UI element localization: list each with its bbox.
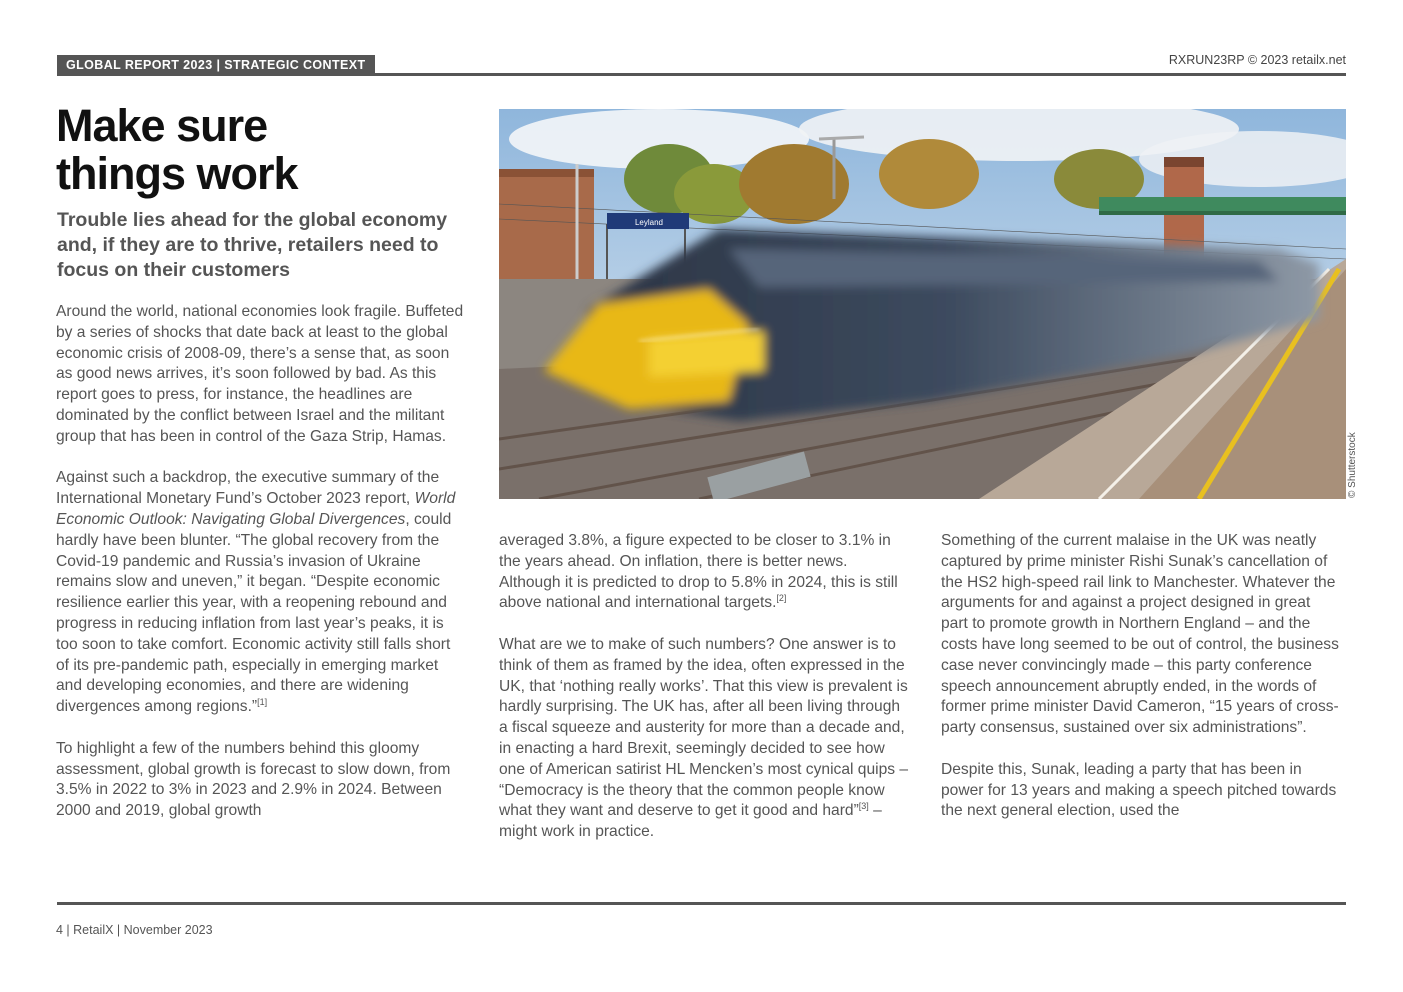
train-photo-illustration — [499, 109, 1346, 499]
paragraph — [56, 468, 464, 718]
title-line-1: Make sure — [56, 100, 268, 151]
body-column-2 — [499, 531, 909, 864]
paragraph: Despite this, Sunak, leading a party that has been in power for 13 years and making a speech pitched towards the next general election, used the — [941, 760, 1337, 820]
document-reference: RXRUN23RP © 2023 retailx.net — [1168, 53, 1346, 67]
paragraph-text: – might work in practice. — [499, 802, 882, 841]
section-tag: GLOBAL REPORT 2023 | STRATEGIC CONTEXT — [57, 55, 375, 74]
paragraph: Around the world, national economies look fragile. Buffeted by a series of shocks that date back at least to the global economic crisis of 2008-09, there’s a sense that, as soon as good news arrives, it’s soon followed by bad. As this report goes to press, for instance, the headlines are dominated by the conflict between Israel and the militant group that has been in control of the Gaza Strip, Hamas. — [56, 303, 464, 445]
article-standfirst: Trouble lies ahead for the global economy and, if they are to thrive, retailers need to focus on their customers — [57, 209, 448, 281]
footnote-ref[interactable]: [1] — [257, 697, 268, 708]
header-rule — [57, 73, 1346, 76]
paragraph-text: What are we to make of such numbers? One answer is to think of them as framed by the idea, often expressed in the UK, that ‘nothing really works’. That this view is prevalent is hardly surprising. The UK has, after all been living through a fiscal squeeze and austerity for more than a decade and, in enacting a hard Brexit, seemingly decided to see how one of American satirist HL Mencken’s most cynical quips – “Democracy is the theory that the common people know what they want and deserve to get it good and hard” — [499, 635, 909, 820]
paragraph-text: averaged 3.8%, a figure expected to be closer to 3.1% in the years ahead. On inflation, there is better news. Although it is predicted to drop to 5.8% in 2024, this is still above national and international targets. — [499, 532, 898, 612]
paragraph — [499, 531, 909, 614]
paragraph — [499, 635, 909, 843]
page-footer: 4 | RetailX | November 2023 — [56, 923, 213, 937]
footnote-ref[interactable]: [3] — [858, 801, 869, 812]
body-column-3 — [941, 531, 1341, 843]
paragraph-text: Against such a backdrop, the executive summary of the International Monetary Fund’s October 2023 report, — [56, 469, 440, 508]
body-column-1 — [56, 302, 464, 843]
paragraph-text: , could hardly have been blunter. “The global recovery from the Covid-19 pandemic and Russia’s invasion of Ukraine remains slow and uneven,” it began. “Despite economic resilience earlier this year, with a reopening rebound and progress in reducing inflation from last year’s peaks, it is too soon to take comfort. Economic activity still falls short of its pre-pandemic path, especially in emerging market and developing economies, and there are widening divergences among regions.” — [56, 510, 452, 716]
photo-credit: © Shutterstock — [1347, 432, 1358, 498]
report-title: World Economic Outlook: Navigating Global Divergences — [56, 490, 456, 528]
hero-photo — [499, 109, 1346, 499]
paragraph: To highlight a few of the numbers behind this gloomy assessment, global growth is forecast to slow down, from 3.5% in 2022 to 3% in 2023 and 2.9% in 2024. Between 2000 and 2019, global growth — [56, 739, 451, 820]
title-line-2: things work — [56, 148, 298, 199]
station-sign-text: Leyland — [634, 218, 664, 227]
article-title — [56, 102, 476, 198]
paragraph: Something of the current malaise in the UK was neatly captured by prime minister Rishi Sunak’s cancellation of the HS2 high-speed rail link to Manchester. Whatever the arguments for and against a project designed in great part to promote growth in Northern England – and the costs have long seemed to be out of control, the business case never convincingly made – this party conference speech announcement abruptly ended, in the words of former prime minister David Cameron, “15 years of cross-party consensus, sustained over six administrations”. — [941, 532, 1339, 737]
footnote-ref[interactable]: [2] — [776, 593, 787, 604]
footer-rule — [57, 902, 1346, 905]
